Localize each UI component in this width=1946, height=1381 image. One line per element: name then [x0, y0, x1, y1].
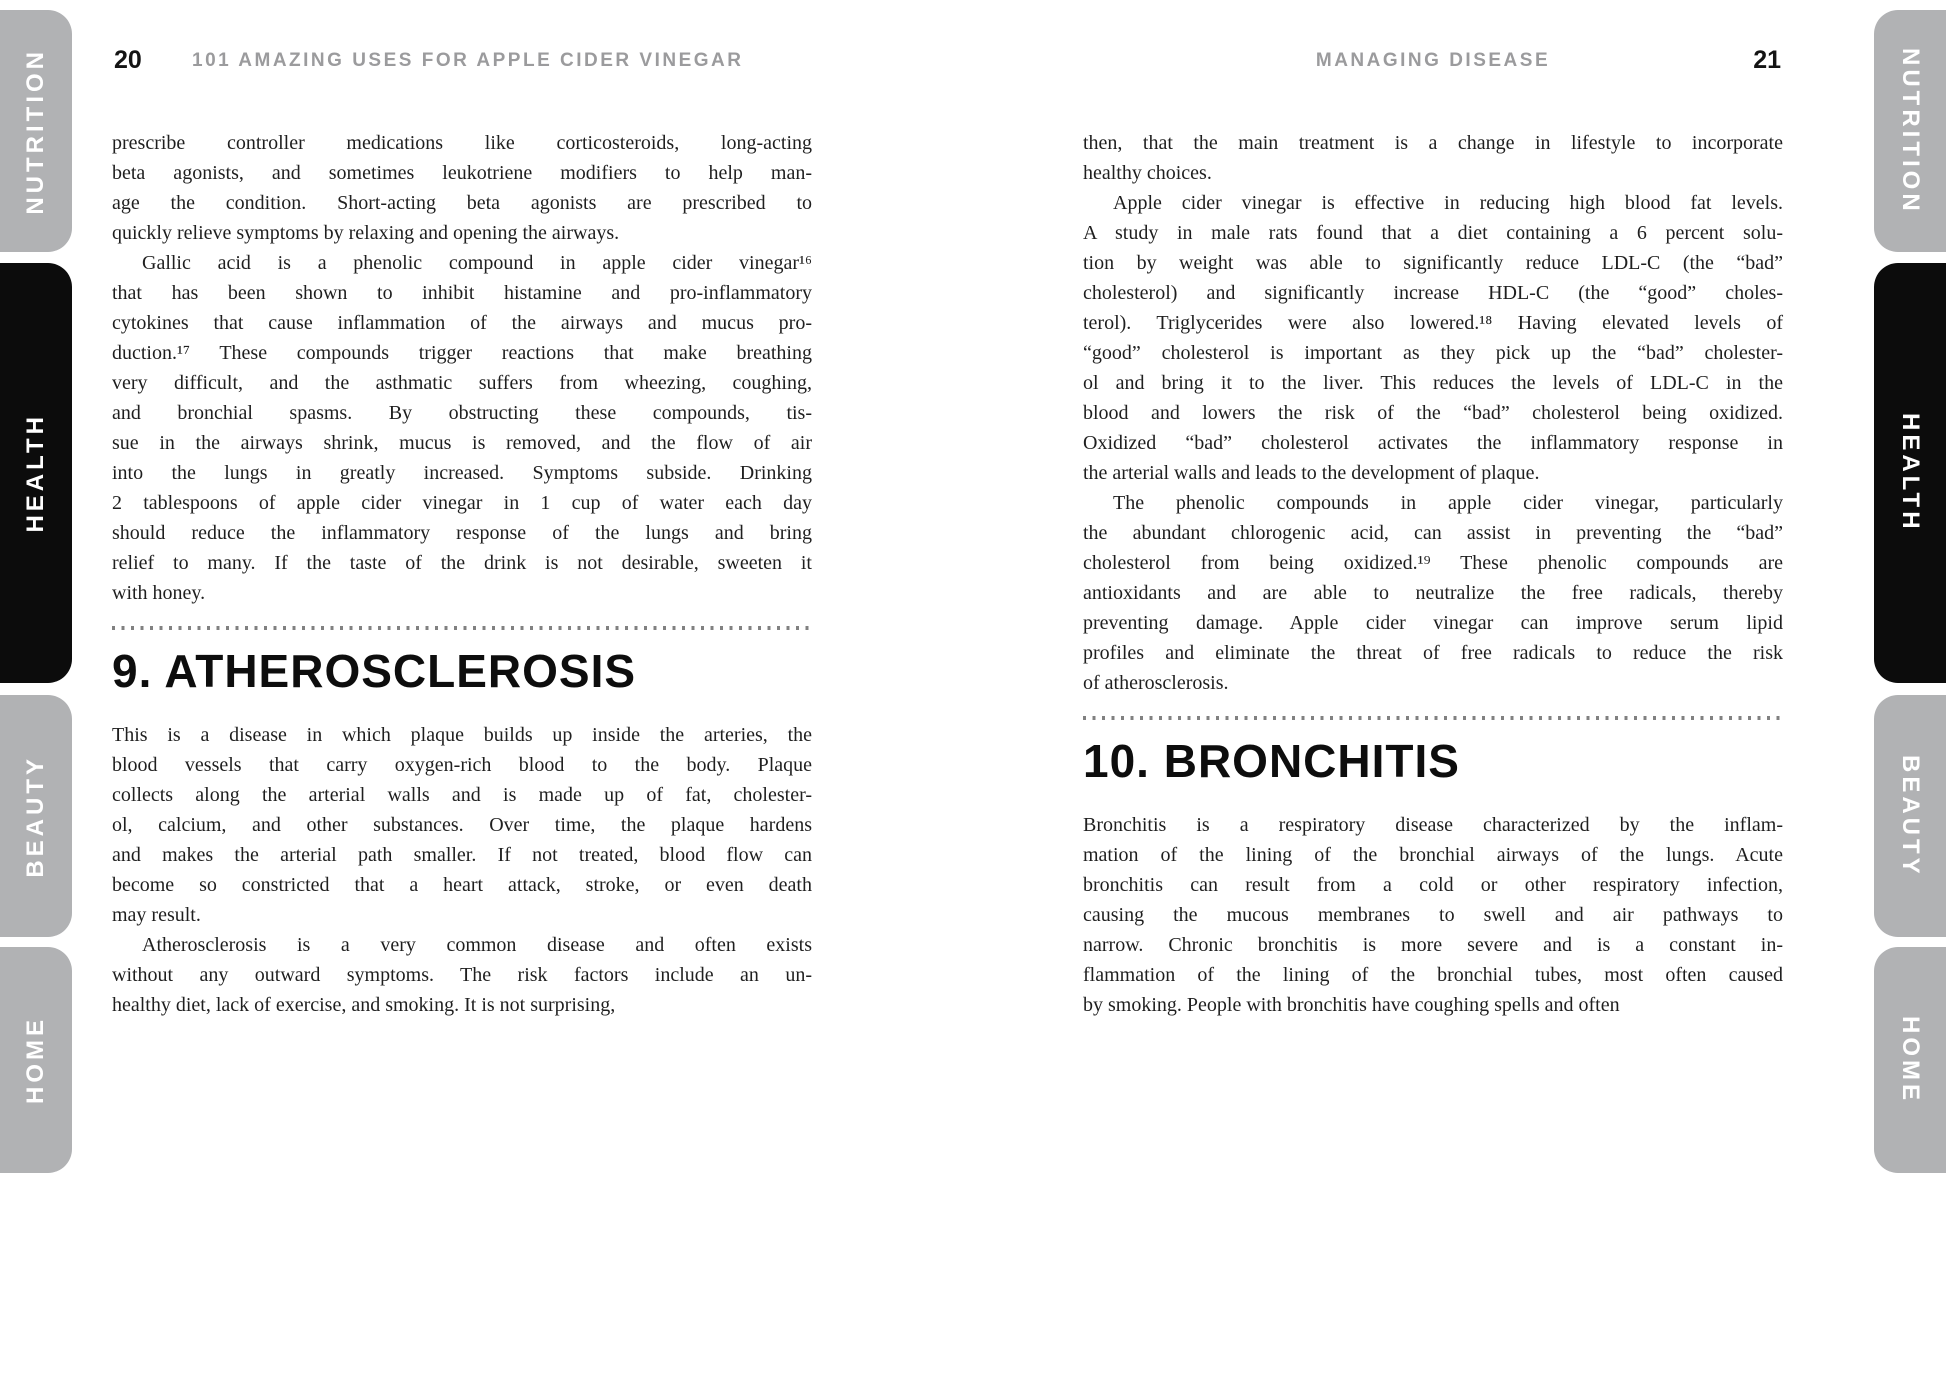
text-line: very difficult, and the asthmatic suffers from wheezing, coughing, [112, 372, 812, 394]
text-line: then, that the main treatment is a change in lifestyle to incorporate [1083, 132, 1783, 154]
page-header-left [112, 46, 812, 80]
paragraph [1083, 188, 1783, 488]
text-line: sue in the airways shrink, mucus is removed, and the flow of air [112, 432, 812, 454]
text-line: blood and lowers the risk of the “bad” cholesterol being oxidized. [1083, 402, 1783, 424]
tab-nutrition [0, 10, 72, 252]
paragraph [1083, 810, 1783, 1020]
tab-label: BEAUTY [1897, 754, 1924, 878]
tab-home [0, 947, 72, 1173]
text-line: antioxidants and are able to neutralize the free radicals, thereby [1083, 582, 1783, 604]
text-line: The phenolic compounds in apple cider vinegar, particularly [1113, 492, 1783, 514]
text-line: profiles and eliminate the threat of free radicals to reduce the risk [1083, 642, 1783, 664]
running-head: 101 AMAZING USES FOR APPLE CIDER VINEGAR [192, 50, 744, 71]
tab-label: HOME [22, 1016, 49, 1104]
text-line: tion by weight was able to significantly reduce LDL-C (the “bad” [1083, 252, 1783, 274]
paragraph [112, 248, 812, 608]
text-line: bronchitis can result from a cold or other respiratory infection, [1083, 874, 1783, 896]
tab-home [1874, 947, 1946, 1173]
paragraph [1083, 128, 1783, 188]
paragraph [112, 720, 812, 930]
dotted-divider [112, 626, 812, 630]
text-line: ol, calcium, and other substances. Over time, the plaque hardens [112, 814, 812, 836]
text-line: and bronchial spasms. By obstructing these compounds, tis- [112, 402, 812, 424]
paragraph [1083, 488, 1783, 698]
tab-label: NUTRITION [22, 47, 49, 215]
tab-health [0, 263, 72, 683]
tab-label: HOME [1897, 1016, 1924, 1104]
text-line: 2 tablespoons of apple cider vinegar in 1 cup of water each day [112, 492, 812, 514]
text-line: mation of the lining of the bronchial airways of the lungs. Acute [1083, 844, 1783, 866]
tab-label: HEALTH [1897, 413, 1924, 533]
text-line: terol). Triglycerides were also lowered.¹⁸ Having elevated levels of [1083, 312, 1783, 334]
paragraph [112, 128, 812, 248]
text-line: A study in male rats found that a diet containing a 6 percent solu- [1083, 222, 1783, 244]
text-line: blood vessels that carry oxygen-rich blood to the body. Plaque [112, 754, 812, 776]
dotted-divider [1083, 716, 1783, 720]
text-line: and makes the arterial path smaller. If not treated, blood flow can [112, 844, 812, 866]
page-left [112, 0, 812, 1381]
text-line: flammation of the lining of the bronchial tubes, most often caused [1083, 964, 1783, 986]
text-line: relief to many. If the taste of the drink is not desirable, sweeten it [112, 552, 812, 574]
text-line: preventing damage. Apple cider vinegar can improve serum lipid [1083, 612, 1783, 634]
text-line: with honey. [112, 582, 206, 604]
text-line: cholesterol) and significantly increase HDL-C (the “good” choles- [1083, 282, 1783, 304]
text-line: cytokines that cause inflammation of the airways and mucus pro- [112, 312, 812, 334]
tab-health [1874, 263, 1946, 683]
tab-nutrition [1874, 10, 1946, 252]
text-line: “good” cholesterol is important as they pick up the “bad” cholester- [1083, 342, 1783, 364]
text-line: into the lungs in greatly increased. Symptoms subside. Drinking [112, 462, 812, 484]
text-line: become so constricted that a heart attack, stroke, or even death [112, 874, 812, 896]
text-line: narrow. Chronic bronchitis is more severe and is a constant in- [1083, 934, 1783, 956]
text-line: Gallic acid is a phenolic compound in apple cider vinegar¹⁶ [142, 252, 812, 274]
text-line: the abundant chlorogenic acid, can assist in preventing the “bad” [1083, 522, 1783, 544]
text-line: should reduce the inflammatory response of the lungs and bring [112, 522, 812, 544]
text-line: that has been shown to inhibit histamine and pro-inflammatory [112, 282, 812, 304]
tab-label: HEALTH [22, 413, 49, 533]
text-line: Oxidized “bad” cholesterol activates the inflammatory response in [1083, 432, 1783, 454]
page-number: 21 [1753, 46, 1781, 74]
page-header-right [1083, 46, 1783, 80]
page-body-right [1083, 128, 1783, 1020]
page-body-left [112, 128, 812, 1020]
text-line: quickly relieve symptoms by relaxing and opening the airways. [112, 222, 620, 244]
text-line: Bronchitis is a respiratory disease characterized by the inflam- [1083, 814, 1783, 836]
text-line: age the condition. Short-acting beta agonists are prescribed to [112, 192, 812, 214]
section-heading: 9. ATHEROSCLEROSIS [112, 645, 637, 697]
text-line: cholesterol from being oxidized.¹⁹ These phenolic compounds are [1083, 552, 1783, 574]
tab-label: NUTRITION [1897, 47, 1924, 215]
text-line: Atherosclerosis is a very common disease and often exists [142, 934, 812, 956]
text-line: the arterial walls and leads to the development of plaque. [1083, 462, 1540, 484]
text-line: duction.¹⁷ These compounds trigger reactions that make breathing [112, 342, 812, 364]
edge-tabs-right [1874, 0, 1946, 1381]
tab-beauty [1874, 695, 1946, 937]
text-line: healthy diet, lack of exercise, and smoking. It is not surprising, [112, 994, 616, 1016]
text-line: of atherosclerosis. [1083, 672, 1229, 694]
text-line: collects along the arterial walls and is made up of fat, cholester- [112, 784, 812, 806]
text-line: prescribe controller medications like corticosteroids, long-acting [112, 132, 812, 154]
tab-label: BEAUTY [22, 754, 49, 878]
text-line: Apple cider vinegar is effective in reducing high blood fat levels. [1113, 192, 1783, 214]
running-head: MANAGING DISEASE [1315, 50, 1551, 71]
text-line: beta agonists, and sometimes leukotriene modifiers to help man- [112, 162, 812, 184]
text-line: may result. [112, 904, 201, 926]
text-line: healthy choices. [1083, 162, 1212, 184]
text-line: causing the mucous membranes to swell and air pathways to [1083, 904, 1783, 926]
text-line: This is a disease in which plaque builds up inside the arteries, the [112, 724, 812, 746]
section-heading: 10. BRONCHITIS [1083, 735, 1460, 787]
page-right [1083, 0, 1783, 1381]
page-number: 20 [114, 46, 142, 74]
edge-tabs-left [0, 0, 72, 1381]
text-line: by smoking. People with bronchitis have coughing spells and often [1083, 994, 1620, 1016]
tab-beauty [0, 695, 72, 937]
text-line: ol and bring it to the liver. This reduces the levels of LDL-C in the [1083, 372, 1783, 394]
paragraph [112, 930, 812, 1020]
text-line: without any outward symptoms. The risk factors include an un- [112, 964, 812, 986]
